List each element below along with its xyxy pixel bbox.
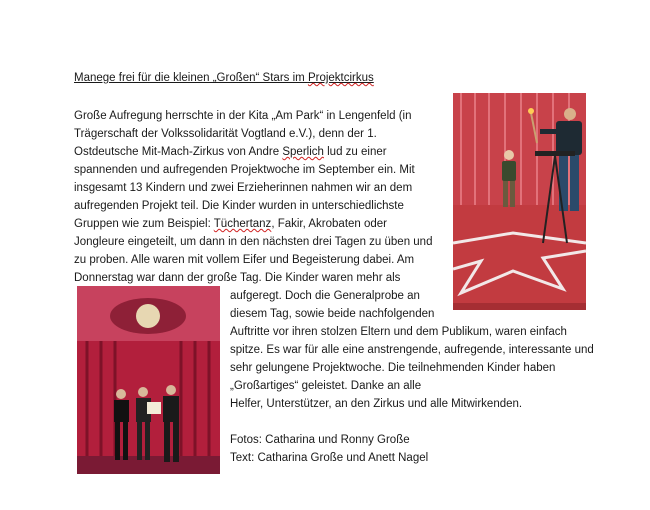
stage-certificate-photo	[77, 286, 220, 474]
body-line: Trägerschaft der Volkssolidarität Vogtland e.V.), denn der 1.	[74, 128, 377, 140]
body-line: diesem Tag, sowie beide nachfolgenden	[230, 308, 435, 320]
misspelled-word: Tüchertanz	[213, 218, 272, 230]
body-line: aufregenden Projekt teil. Die Kinder wurden in unterschiedlichste	[74, 200, 404, 212]
body-line: Große Aufregung herrschte in der Kita „Am Park“ in Lengenfeld (in	[74, 110, 412, 122]
body-line: „Großartiges“ geleistet. Danke an alle	[230, 380, 422, 392]
article-title	[74, 70, 374, 86]
body-line: Jongleure eingeteilt, um dann in den nächsten drei Tagen zu üben und	[74, 236, 433, 248]
body-line: sehr gelungene Projektwoche. Die teilnehmenden Kinder haben	[230, 362, 556, 374]
misspelled-word: Sperlich	[282, 146, 324, 158]
body-line: zu proben. Alle waren mit vollem Eifer und Begeisterung dabei. Am	[74, 254, 415, 266]
credit-photos: Fotos: Catharina und Ronny Große	[230, 434, 410, 446]
body-line: Donnerstag war dann der große Tag. Die Kinder waren mehr als	[74, 272, 401, 284]
title-text: Manege frei für die kleinen „Großen“ Stars im	[74, 72, 308, 84]
circus-ring-photo	[453, 93, 586, 310]
credit-text: Text: Catharina Große und Anett Nagel	[230, 452, 429, 464]
body-line: aufgeregt. Doch die Generalprobe an	[230, 290, 420, 302]
body-line: insgesamt 13 Kindern und zwei Erzieherinnen nahmen wir an dem	[74, 182, 413, 194]
body-line: spannenden und aufregenden Projektwoche im September ein. Mit	[74, 164, 415, 176]
body-line: spitze. Es war für alle eine anstrengende, aufregende, interessante und	[230, 344, 594, 356]
body-line: Gruppen wie zum Beispiel: Tüchertanz, Fakir, Akrobaten oder	[74, 218, 388, 230]
body-line: Auftritte vor ihren stolzen Eltern und dem Publikum, waren einfach	[230, 326, 567, 338]
body-line: Helfer, Unterstützer, an den Zirkus und alle Mitwirkenden.	[230, 398, 523, 410]
title-misspelled-word: Projektcirkus	[307, 72, 374, 84]
body-line: Ostdeutsche Mit-Mach-Zirkus von Andre Sperlich lud zu einer	[74, 146, 387, 158]
